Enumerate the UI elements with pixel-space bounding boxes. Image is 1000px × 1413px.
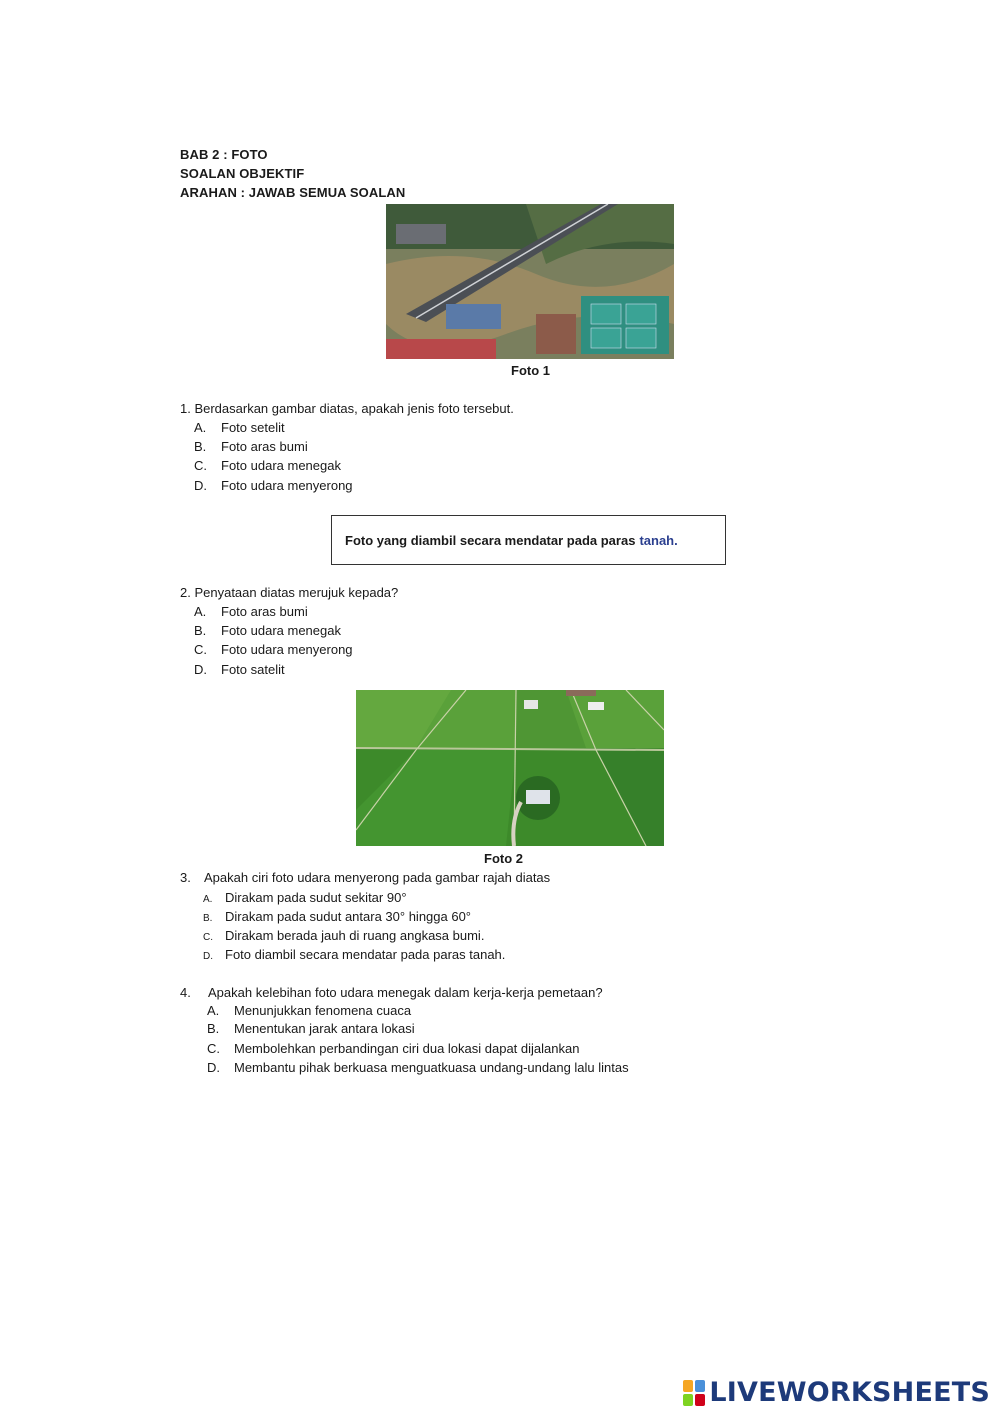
question-1-option-d[interactable]: D. Foto udara menyerong [194, 478, 353, 493]
question-2-option-d[interactable]: D. Foto satelit [194, 662, 285, 677]
question-3-option-b[interactable]: B. Dirakam pada sudut antara 30° hingga 60° [203, 909, 472, 924]
brand-text: LIVEWORKSHEETS [709, 1377, 990, 1408]
question-2-text: 2. Penyataan diatas merujuk kepada? [180, 585, 399, 600]
question-3 [180, 870, 550, 885]
statement-box [331, 515, 726, 565]
photo-1-flood-aerial [386, 204, 674, 359]
instruction-title: ARAHAN : JAWAB SEMUA SOALAN [180, 185, 406, 200]
chapter-title: BAB 2 : FOTO [180, 147, 268, 162]
question-4 [180, 985, 603, 1000]
question-3-option-c[interactable]: C. Dirakam berada jauh di ruang angkasa bumi. [203, 928, 485, 943]
question-1-text: 1. Berdasarkan gambar diatas, apakah jenis foto tersebut. [180, 401, 514, 416]
photo-2-caption: Foto 2 [484, 851, 523, 866]
question-4-number: 4. [180, 985, 191, 1000]
question-3-text: Apakah ciri foto udara menyerong pada gambar rajah diatas [204, 870, 551, 885]
question-4-option-d[interactable]: D. Membantu pihak berkuasa menguatkuasa undang-undang lalu lintas [207, 1060, 629, 1075]
question-4-option-a[interactable]: A. Menunjukkan fenomena cuaca [207, 1003, 412, 1018]
statement-highlight: tanah. [639, 532, 678, 548]
question-2-option-c[interactable]: C. Foto udara menyerong [194, 642, 353, 657]
question-4-text: Apakah kelebihan foto udara menegak dalam kerja-kerja pemetaan? [208, 985, 603, 1000]
question-2-option-a[interactable]: A. Foto aras bumi [194, 604, 308, 619]
photo-2-paddy-field [356, 690, 664, 846]
liveworksheets-logo[interactable] [683, 1377, 990, 1408]
photo-1-caption: Foto 1 [511, 363, 550, 378]
question-4-option-b[interactable]: B. Menentukan jarak antara lokasi [207, 1021, 415, 1036]
statement-text: Foto yang diambil secara mendatar pada paras [345, 532, 636, 548]
section-title: SOALAN OBJEKTIF [180, 166, 305, 181]
question-3-option-d[interactable]: D. Foto diambil secara mendatar pada paras tanah. [203, 947, 506, 962]
liveworksheets-mark-icon [683, 1380, 705, 1406]
question-2-option-b[interactable]: B. Foto udara menegak [194, 623, 341, 638]
question-4-option-c[interactable]: C. Membolehkan perbandingan ciri dua lokasi dapat dijalankan [207, 1041, 580, 1056]
question-3-number: 3. [180, 870, 191, 885]
question-1-option-a[interactable]: A. Foto setelit [194, 420, 285, 435]
question-1-option-b[interactable]: B. Foto aras bumi [194, 439, 308, 454]
question-1-option-c[interactable]: C. Foto udara menegak [194, 458, 341, 473]
question-3-option-a[interactable]: A. Dirakam pada sudut sekitar 90° [203, 890, 407, 905]
